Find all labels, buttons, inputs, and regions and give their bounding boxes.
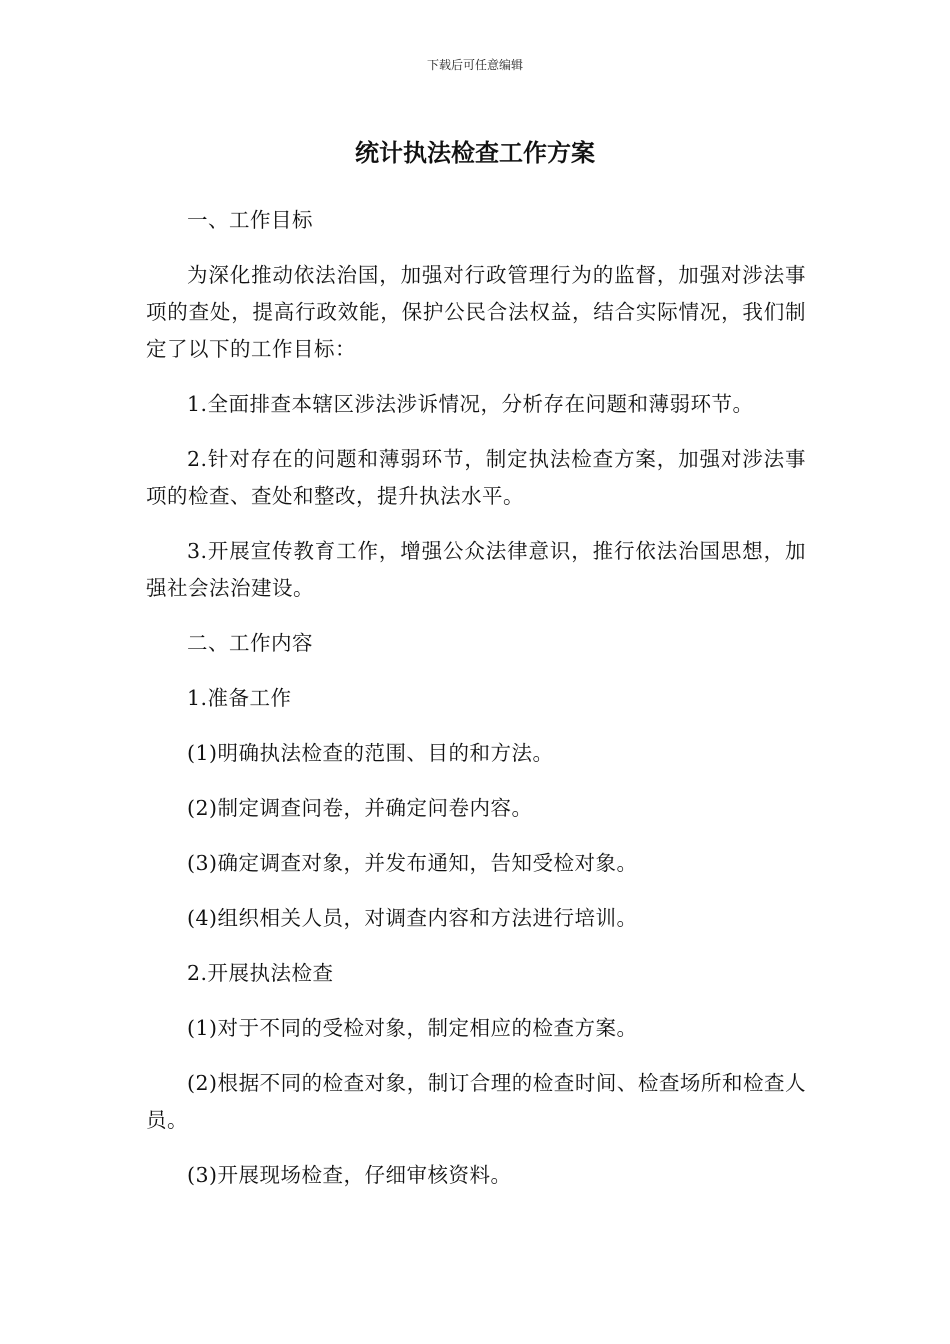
section-heading-content: 二、工作内容 (187, 631, 313, 655)
header-note: 下载后可任意编辑 (426, 58, 523, 72)
subsection-preparation: 1.准备工作 (187, 686, 292, 710)
prep-item-2: (2)制定调查问卷，并确定问卷内容。 (187, 796, 533, 820)
subsection-inspection: 2.开展执法检查 (187, 961, 334, 985)
paragraph-intro: 为深化推动依法治国，加强对行政管理行为的监督，加强对涉法事项的查处，提高行政效能，保护公民合法权益，结合实际情况，我们制定了以下的工作目标： (146, 263, 806, 361)
goal-item-2: 2.针对存在的问题和薄弱环节，制定执法检查方案，加强对涉法事项的检查、查处和整改，提升执法水平。 (146, 447, 806, 508)
prep-item-3: (3)确定调查对象，并发布通知，告知受检对象。 (187, 851, 638, 875)
document-body (146, 202, 806, 1212)
inspection-item-3: (3)开展现场检查，仔细审核资料。 (187, 1163, 512, 1187)
inspection-item-2: (2)根据不同的检查对象，制订合理的检查时间、检查场所和检查人员。 (146, 1071, 806, 1132)
document-title: 统计执法检查工作方案 (355, 139, 595, 167)
prep-item-1: (1)明确执法检查的范围、目的和方法。 (187, 741, 554, 765)
section-heading-goals: 一、工作目标 (187, 208, 313, 232)
goal-item-3: 3.开展宣传教育工作，增强公众法律意识，推行依法治国思想，加强社会法治建设。 (146, 539, 806, 600)
goal-item-1: 1.全面排查本辖区涉法涉诉情况，分析存在问题和薄弱环节。 (187, 392, 754, 416)
prep-item-4: (4)组织相关人员，对调查内容和方法进行培训。 (187, 906, 638, 930)
inspection-item-1: (1)对于不同的受检对象，制定相应的检查方案。 (187, 1016, 638, 1040)
